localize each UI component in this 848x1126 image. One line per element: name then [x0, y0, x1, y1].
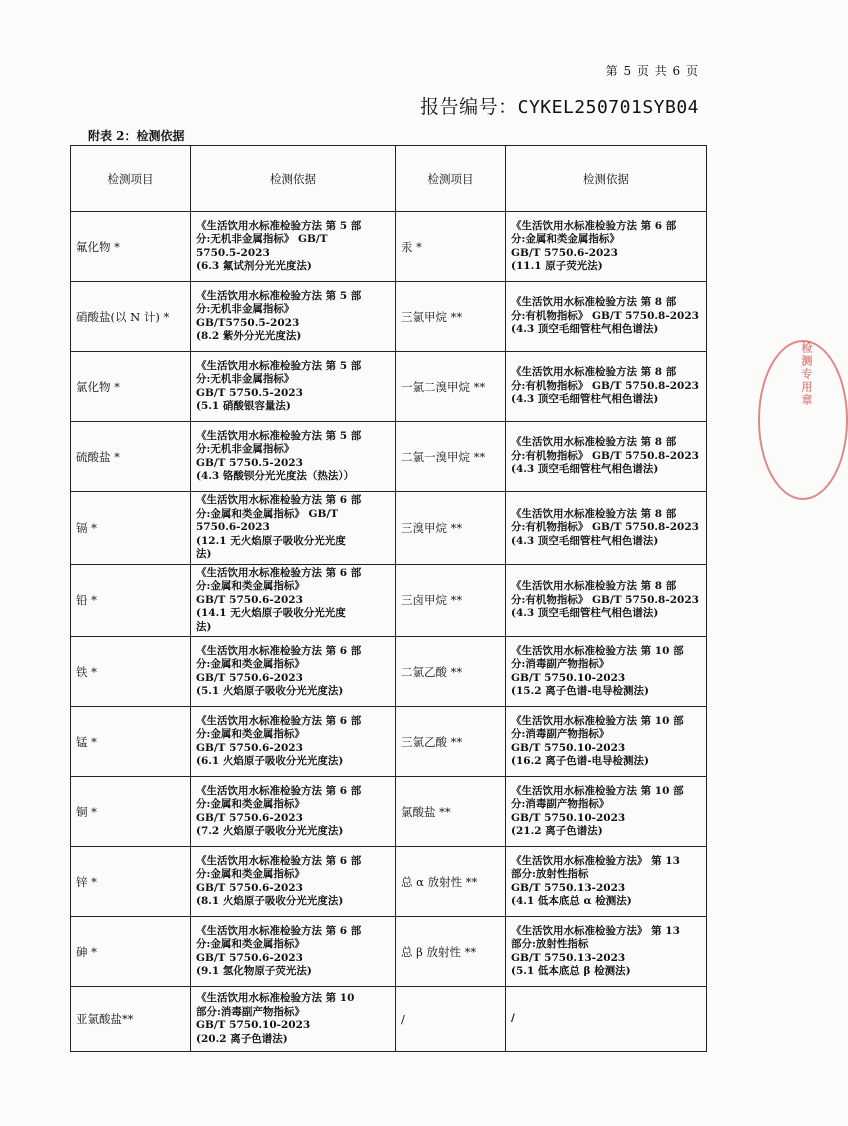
test-basis-right	[506, 352, 707, 422]
test-basis-table	[70, 145, 707, 1052]
basis-line: (8.1 火焰原子吸收分光光度法)	[196, 895, 344, 907]
test-basis-left	[191, 987, 396, 1052]
basis-line: 《生活饮用水标准检验方法 第 8 部	[511, 296, 677, 309]
basis-line: 分:无机非金属指标》	[196, 373, 295, 385]
table-row	[71, 352, 707, 422]
basis-line: (4.3 顶空毛细管柱气相色谱法)	[511, 463, 659, 476]
basis-line: (15.2 离子色谱-电导检测法)	[511, 685, 650, 697]
table-row	[71, 707, 707, 777]
table-row	[71, 777, 707, 847]
test-basis-right	[506, 917, 707, 987]
basis-line: (4.3 顶空毛细管柱气相色谱法)	[511, 534, 659, 547]
test-basis-left	[191, 917, 396, 987]
test-item-right: 三氯乙酸 **	[396, 707, 506, 777]
basis-line: (16.2 离子色谱-电导检测法)	[511, 755, 650, 767]
table-row	[71, 212, 707, 282]
test-basis-left	[191, 352, 396, 422]
test-item-left: 硫酸盐 *	[71, 422, 191, 492]
table-row	[71, 564, 707, 637]
test-basis-right	[506, 564, 707, 637]
header-basis-left: 检测依据	[191, 146, 396, 212]
basis-line: 《生活饮用水标准检验方法 第 8 部	[511, 507, 677, 520]
basis-line: 部分:放射性指标	[511, 868, 589, 880]
test-basis-left	[191, 637, 396, 707]
table-body	[71, 212, 707, 1052]
test-item-left: 氯化物 *	[71, 352, 191, 422]
test-basis-right	[506, 422, 707, 492]
test-item-right: 汞 *	[396, 212, 506, 282]
test-item-right: 总 β 放射性 **	[396, 917, 506, 987]
test-basis-left	[191, 847, 396, 917]
basis-line: GB/T 5750.6-2023	[196, 881, 303, 894]
basis-line: GB/T 5750.6-2023	[196, 951, 303, 964]
basis-line: 分:有机物指标》 GB/T 5750.8-2023	[511, 521, 699, 533]
basis-line: GB/T 5750.6-2023	[196, 741, 303, 754]
basis-line: GB/T5750.5-2023	[196, 316, 300, 329]
test-basis-left	[191, 212, 396, 282]
basis-line: 分:金属和类金属指标》	[196, 798, 305, 810]
basis-line: 法)	[196, 548, 212, 560]
basis-line: 《生活饮用水标准检验方法 第 10 部	[511, 714, 684, 727]
basis-line: (5.1 火焰原子吸收分光光度法)	[196, 685, 344, 697]
page-number: 第 5 页 共 6 页	[605, 64, 699, 78]
test-basis-right	[506, 212, 707, 282]
basis-line: (4.3 顶空毛细管柱气相色谱法)	[511, 393, 659, 406]
test-item-left: 亚氯酸盐**	[71, 987, 191, 1052]
basis-line: 《生活饮用水标准检验方法 第 10	[196, 992, 355, 1004]
test-item-left: 氟化物 *	[71, 212, 191, 282]
basis-line: 《生活饮用水标准检验方法 第 6 部	[196, 644, 362, 657]
basis-line: 《生活饮用水标准检验方法 第 8 部	[511, 366, 677, 379]
test-basis-right	[506, 847, 707, 917]
header-item-right: 检测项目	[396, 146, 506, 212]
basis-line: (8.2 紫外分光光度法)	[196, 330, 302, 342]
basis-line: 法)	[196, 620, 212, 633]
basis-line: 《生活饮用水标准检验方法 第 6 部	[196, 494, 362, 506]
basis-line: 《生活饮用水标准检验方法》 第 13	[511, 854, 680, 867]
test-basis-left	[191, 777, 396, 847]
basis-line: GB/T 5750.10-2023	[511, 741, 626, 754]
basis-line: 分:无机非金属指标》	[196, 303, 295, 315]
basis-line: 分:有机物指标》 GB/T 5750.8-2023	[511, 309, 699, 322]
basis-line: GB/T 5750.6-2023	[196, 593, 303, 606]
test-item-right: 氯酸盐 **	[396, 777, 506, 847]
test-item-left: 硝酸盐(以 N 计) *	[71, 282, 191, 352]
test-item-left: 锌 *	[71, 847, 191, 917]
test-basis-right	[506, 637, 707, 707]
basis-line: 《生活饮用水标准检验方法 第 5 部	[196, 289, 362, 302]
test-item-right: 三氯甲烷 **	[396, 282, 506, 352]
table-row	[71, 847, 707, 917]
basis-line: 《生活饮用水标准检验方法 第 5 部	[196, 219, 362, 232]
basis-line: 《生活饮用水标准检验方法 第 6 部	[196, 854, 362, 867]
table-row	[71, 422, 707, 492]
test-item-right: 二氯乙酸 **	[396, 637, 506, 707]
test-basis-right	[506, 707, 707, 777]
basis-line: (6.3 氟试剂分光光度法)	[196, 260, 312, 272]
test-item-left: 砷 *	[71, 917, 191, 987]
basis-line: (5.1 低本底总 β 检测法)	[511, 965, 631, 977]
test-basis-left	[191, 282, 396, 352]
test-item-left: 镉 *	[71, 492, 191, 565]
test-basis-right	[506, 777, 707, 847]
basis-line: 《生活饮用水标准检验方法 第 5 部	[196, 429, 362, 442]
basis-line: GB/T 5750.5-2023	[196, 456, 303, 469]
table-row	[71, 637, 707, 707]
basis-line: 《生活饮用水标准检验方法 第 8 部	[511, 436, 677, 449]
basis-line: (9.1 氢化物原子荧光法)	[196, 965, 312, 977]
basis-line: 分:金属和类金属指标》 GB/T	[196, 507, 339, 520]
table-header-row	[71, 146, 707, 212]
basis-line: GB/T 5750.6-2023	[511, 246, 618, 259]
test-basis-right	[506, 987, 707, 1052]
table-row	[71, 282, 707, 352]
basis-line: 分:消毒副产物指标》	[511, 798, 610, 810]
basis-line: GB/T 5750.6-2023	[196, 671, 303, 684]
basis-line: 《生活饮用水标准检验方法 第 6 部	[196, 714, 362, 727]
basis-line: 分:金属和类金属指标》	[196, 938, 305, 950]
test-basis-left	[191, 564, 396, 637]
test-item-right: 三卤甲烷 **	[396, 564, 506, 637]
table-row	[71, 492, 707, 565]
basis-line: 分:无机非金属指标》	[196, 443, 295, 455]
basis-line: /	[511, 1012, 515, 1025]
header-item-left: 检测项目	[71, 146, 191, 212]
report-number-label: 报告编号：	[420, 96, 518, 118]
report-number-line	[420, 92, 699, 119]
basis-line: 分:金属和类金属指标》	[511, 233, 620, 245]
basis-line: 《生活饮用水标准检验方法》 第 13	[511, 924, 680, 937]
basis-line: 分:金属和类金属指标》	[196, 658, 305, 670]
basis-line: (21.2 离子色谱法)	[511, 825, 603, 837]
seal-stamp	[758, 340, 813, 500]
test-item-left: 铜 *	[71, 777, 191, 847]
test-basis-left	[191, 492, 396, 565]
basis-line: (12.1 无火焰原子吸收分光光度	[196, 534, 346, 547]
basis-line: 分:消毒副产物指标》	[511, 658, 610, 670]
basis-line: 分:金属和类金属指标》	[196, 580, 305, 592]
basis-line: GB/T 5750.10-2023	[511, 671, 626, 684]
basis-line: 《生活饮用水标准检验方法 第 6 部	[196, 924, 362, 937]
test-basis-left	[191, 707, 396, 777]
basis-line: 部分:消毒副产物指标》	[196, 1005, 305, 1018]
test-basis-left	[191, 422, 396, 492]
appendix-title: 附表 2：检测依据	[88, 129, 185, 143]
basis-line: 5750.5-2023	[196, 246, 270, 259]
basis-line: 《生活饮用水标准检验方法 第 6 部	[196, 784, 362, 797]
report-number-value: CYKEL250701SYB04	[517, 97, 699, 118]
basis-line: (7.2 火焰原子吸收分光光度法)	[196, 825, 344, 837]
test-item-right: 一氯二溴甲烷 **	[396, 352, 506, 422]
test-basis-right	[506, 492, 707, 565]
seal-stamp-ring: 检测专用章	[758, 340, 848, 500]
test-item-right: 二氯一溴甲烷 **	[396, 422, 506, 492]
basis-line: 分:有机物指标》 GB/T 5750.8-2023	[511, 449, 699, 462]
test-item-right: 三溴甲烷 **	[396, 492, 506, 565]
basis-line: 分:金属和类金属指标》	[196, 868, 305, 880]
basis-line: (6.1 火焰原子吸收分光光度法)	[196, 755, 344, 767]
basis-line: (4.3 铬酸钡分光光度法（热法））	[196, 470, 355, 482]
basis-line: 《生活饮用水标准检验方法 第 10 部	[511, 644, 684, 657]
basis-line: (4.3 顶空毛细管柱气相色谱法)	[511, 323, 659, 336]
basis-line: 《生活饮用水标准检验方法 第 10 部	[511, 784, 684, 797]
basis-line: 分:金属和类金属指标》	[196, 728, 305, 740]
basis-line: (4.3 顶空毛细管柱气相色谱法)	[511, 607, 659, 619]
test-item-left: 锰 *	[71, 707, 191, 777]
basis-line: 5750.6-2023	[196, 521, 270, 533]
basis-line: (14.1 无火焰原子吸收分光光度	[196, 607, 346, 619]
basis-line: 《生活饮用水标准检验方法 第 8 部	[511, 580, 677, 592]
table-row	[71, 917, 707, 987]
basis-line: (20.2 离子色谱法)	[196, 1032, 288, 1045]
test-basis-right	[506, 282, 707, 352]
test-item-left: 铁 *	[71, 637, 191, 707]
table-row	[71, 987, 707, 1052]
basis-line: 《生活饮用水标准检验方法 第 6 部	[511, 219, 677, 232]
basis-line: GB/T 5750.13-2023	[511, 881, 626, 894]
test-item-right: /	[396, 987, 506, 1052]
basis-line: 分:有机物指标》 GB/T 5750.8-2023	[511, 593, 699, 606]
basis-line: 分:无机非金属指标》 GB/T	[196, 233, 328, 245]
basis-line: GB/T 5750.5-2023	[196, 386, 303, 399]
basis-line: 《生活饮用水标准检验方法 第 5 部	[196, 359, 362, 372]
test-item-right: 总 α 放射性 **	[396, 847, 506, 917]
basis-line: GB/T 5750.6-2023	[196, 811, 303, 824]
test-item-left: 铅 *	[71, 564, 191, 637]
header-basis-right: 检测依据	[506, 146, 707, 212]
basis-line: 《生活饮用水标准检验方法 第 6 部	[196, 566, 362, 579]
basis-line: (5.1 硝酸银容量法)	[196, 400, 291, 412]
basis-line: 分:消毒副产物指标》	[511, 728, 610, 740]
basis-line: GB/T 5750.13-2023	[511, 951, 626, 964]
basis-line: (11.1 原子荧光法)	[511, 260, 603, 272]
basis-line: GB/T 5750.10-2023	[511, 811, 626, 824]
basis-line: GB/T 5750.10-2023	[196, 1019, 311, 1031]
basis-line: (4.1 低本底总 α 检测法)	[511, 895, 632, 907]
basis-line: 部分:放射性指标	[511, 938, 589, 950]
basis-line: 分:有机物指标》 GB/T 5750.8-2023	[511, 379, 699, 392]
